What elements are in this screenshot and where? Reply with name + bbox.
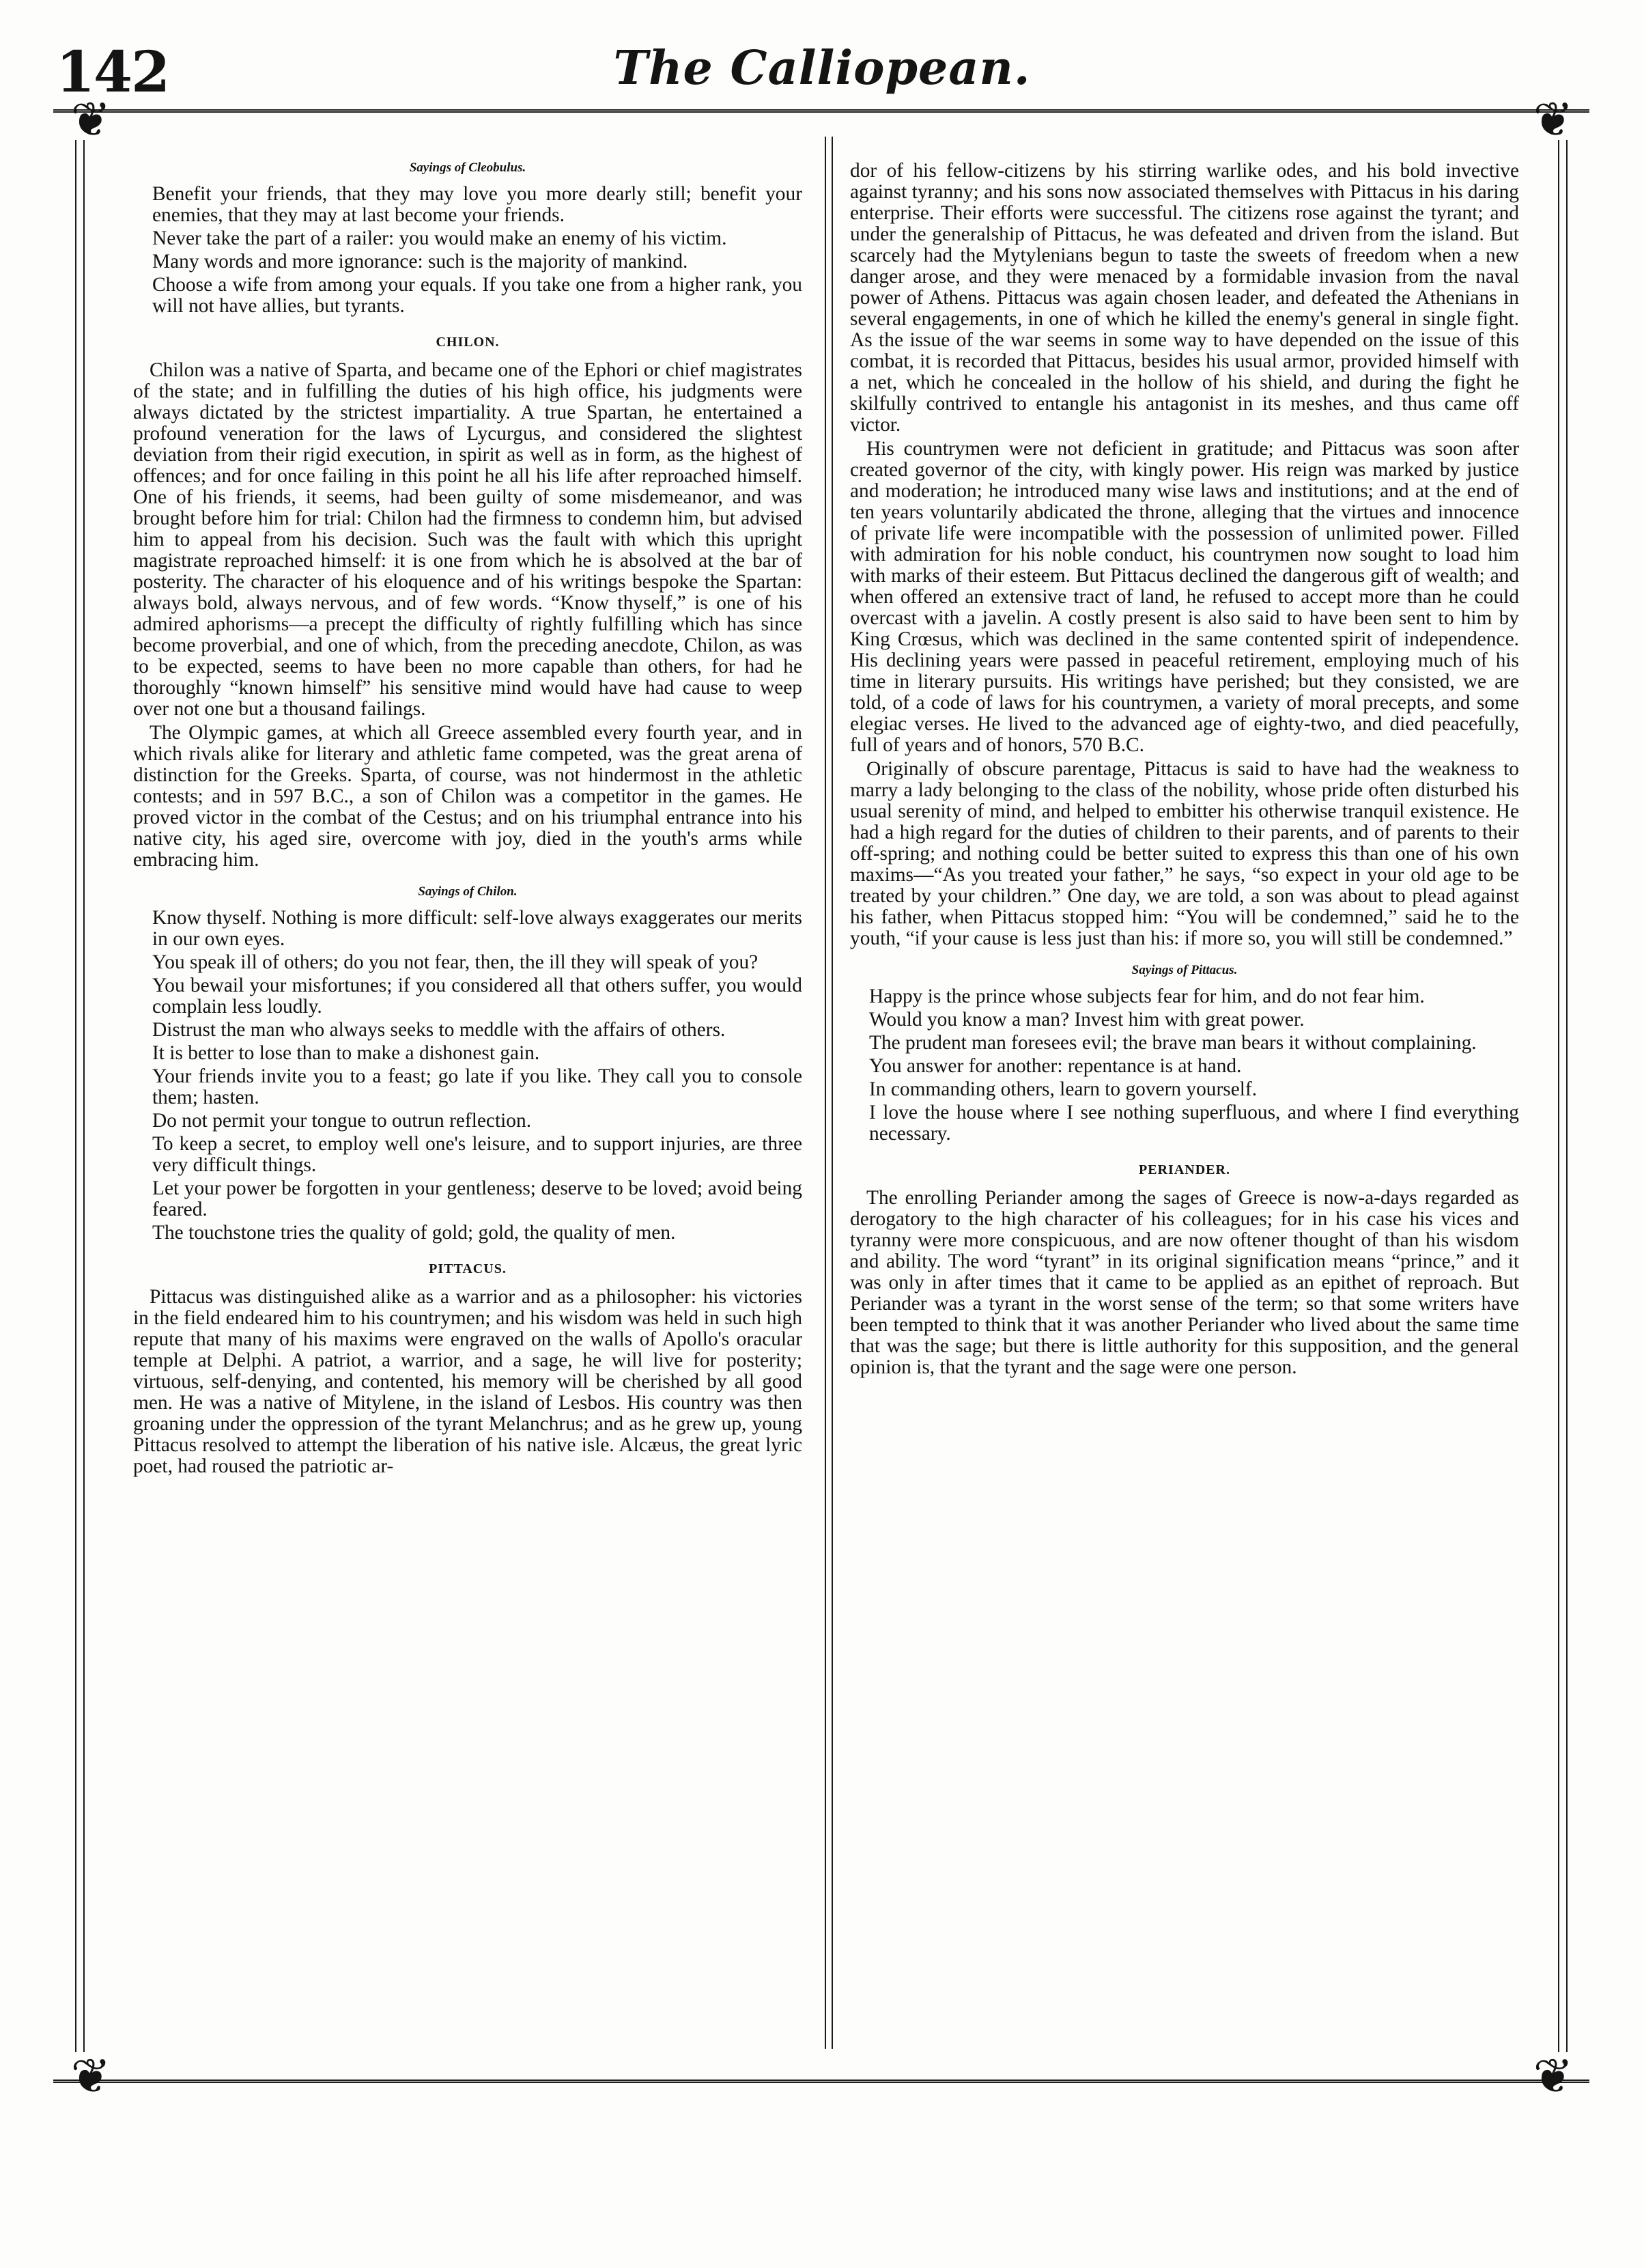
- saying: Do not permit your tongue to outrun reflection.: [152, 1110, 532, 1132]
- saying: You answer for another: repentance is at hand.: [869, 1055, 1242, 1077]
- saying: To keep a secret, to employ well one's leisure, and to support injuries, are three very difficult things.: [152, 1133, 802, 1176]
- paragraph: Chilon was a native of Sparta, and became one of the Ephori or chief magistrates of the state; and in fulfilling the duties of his high office, his judgments were always dictated by the strictest impartiality. A true Spartan, he entertained a profound veneration for the laws of Lycurgus, and considered the slightest deviation from their rigid execution, in spirit as well as in form, as the highest of offences; and for once failing in this point he all his life after reproached himself. One of his friends, it seems, had been guilty of some misdemeanor, and was brought before him for trial: Chilon had the firmness to condemn him, but advised him to appeal from his decision. Such was the fault with which this upright magistrate reproached himself: it is one from which he is absolved at the bar of posterity. The character of his eloquence and of his writings bespoke the Spartan: always bold, always nervous, and of few words. “Know thyself,” is one of his admired aphorisms—a precept the difficulty of rightly fulfilling which has since become proverbial, and one of which, from the preceding anecdote, Chilon, as was to be expected, seems to have been no more capable than others, for had he thoroughly “known himself” his sensitive mind would have had cause to weep over not one but a thousand failings.: [133, 359, 802, 720]
- saying: Let your power be forgotten in your gentleness; deserve to be loved; avoid being feared.: [152, 1177, 802, 1220]
- paragraph: The Olympic games, at which all Greece assembled every fourth year, and in which rivals alike for literary and athletic fame competed, was the great arena of distinction for the Greeks. Sparta, of course, was not hindermost in the athletic contests; and in 597 B.C., a son of Chilon was a competitor in the games. He proved victor in the combat of the Cestus; and on his triumphal entrance into his native city, his aged sire, overcome with joy, died in the youth's arms while embracing him.: [133, 722, 802, 871]
- saying: You speak ill of others; do you not fear, then, the ill they will speak of you?: [152, 951, 759, 973]
- paragraph: The enrolling Periander among the sages of Greece is now-a-days regarded as derogatory to the high character of his colleagues; for in his case his vices and tyranny were more conspicuous, and are now oftener thought of than his wisdom and ability. The word “tyrant” in its original signification means “prince,” and it was only in after times that it came to be applied as an epithet of reproach. But Periander was a tyrant in the worst sense of the term; so that some writers have been tempted to think that it was another Periander who lived about the same time that was the sage; but there is little authority for this supposition, and the general opinion is, that the tyrant and the sage were one person.: [850, 1187, 1519, 1378]
- saying: In commanding others, learn to govern yourself.: [869, 1078, 1258, 1100]
- saying: The prudent man foresees evil; the brave man bears it without complaining.: [869, 1032, 1477, 1054]
- floral-scroll-icon: ❦: [70, 92, 111, 148]
- saying: It is better to lose than to make a dishonest gain.: [152, 1042, 540, 1064]
- paragraph: dor of his fellow-citizens by his stirring warlike odes, and his bold invective against tyranny; and his sons now associated themselves with Pittacus in his daring enterprise. Their efforts were successful. The citizens rose against the tyrant; and under the generalship of Pittacus, he was defeated and driven from the island. But scarcely had the Mytylenians begun to taste the sweets of freedom when a new danger arose, and they were menaced by a formidable invasion from the naval power of Athens. Pittacus was again chosen leader, and defeated the Athenians in several engagements, in one of which he killed the enemy's general in single fight. As the issue of the war seems in some way to have depended on the issue of this combat, it is recorded that Pittacus, besides his usual armor, provided himself with a net, which he concealed in the hollow of his shield, and during the fight he skilfully contrived to entangle his antagonist in its meshes, and thus came off victor.: [850, 160, 1519, 436]
- saying: Would you know a man? Invest him with great power.: [869, 1009, 1305, 1031]
- paragraph: His countrymen were not deficient in gratitude; and Pittacus was soon after created governor of the city, with kingly power. His reign was marked by justice and moderation; he introduced many wise laws and institutions; and at the end of ten years voluntarily abdicated the throne, alleging that the virtues and innocence of private life were incompatible with the possession of unlimited power. Filled with admiration for his noble conduct, his countrymen now sought to load him with marks of their esteem. But Pittacus declined the dangerous gift of wealth; and when offered an extensive tract of land, he refused to accept more than he could overcast with a javelin. A costly present is also said to have been sent to him by King Crœsus, which was declined in the same contented spirit of independence. His declining years were passed in peaceful retirement, employing much of his time in literary pursuits. His writings have perished; but they consisted, we are told, of a code of laws for his countrymen, a variety of moral precepts, and some elegiac verses. He lived to the advanced age of eighty-two, and died peacefully, full of years and of honors, 570 B.C.: [850, 438, 1519, 756]
- floral-scroll-icon: ❦: [70, 2048, 111, 2104]
- saying: Know thyself. Nothing is more difficult: self-love always exaggerates our merits in our own eyes.: [152, 907, 802, 950]
- masthead-title: The Calliopean.: [613, 41, 1031, 96]
- right-column: [850, 160, 1519, 1381]
- saying: Benefit your friends, that they may love you more dearly still; benefit your enemies, that they may at last become your friends.: [152, 183, 802, 226]
- saying: Choose a wife from among your equals. If you take one from a higher rank, you will not have allies, but tyrants.: [152, 274, 802, 317]
- floral-scroll-icon: ❦: [1533, 92, 1574, 148]
- section-heading-cleobulus-sayings: Sayings of Cleobulus.: [409, 160, 526, 175]
- saying: Many words and more ignorance: such is the majority of mankind.: [152, 251, 688, 272]
- page-number: 142: [56, 40, 169, 105]
- section-heading-pittacus-sayings: Sayings of Pittacus.: [1131, 963, 1238, 977]
- saying: Never take the part of a railer: you would make an enemy of his victim.: [152, 227, 727, 249]
- section-heading-pittacus: PITTACUS.: [429, 1261, 507, 1276]
- left-column: [133, 160, 802, 1480]
- section-heading-chilon: CHILON.: [436, 335, 500, 350]
- saying: Your friends invite you to a feast; go late if you like. They call you to console them; hasten.: [152, 1065, 802, 1108]
- saying: Happy is the prince whose subjects fear for him, and do not fear him.: [869, 985, 1425, 1007]
- saying: You bewail your misfortunes; if you considered all that others suffer, you would complain less loudly.: [152, 975, 802, 1018]
- paragraph: Pittacus was distinguished alike as a warrior and as a philosopher: his victories in the field endeared him to his countrymen; and his wisdom was held in such high repute that many of his maxims were engraved on the walls of Apollo's oracular temple at Delphi. A patriot, a warrior, and a sage, he will live for posterity; virtuous, self-denying, and contented, his memory will be cherished by all good men. He was a native of Mitylene, in the island of Lesbos. His country was then groaning under the oppression of the tyrant Melanchrus; and as he grew up, young Pittacus resolved to attempt the liberation of his native isle. Alcæus, the great lyric poet, had roused the patriotic ar-: [133, 1286, 802, 1477]
- section-heading-chilon-sayings: Sayings of Chilon.: [418, 884, 518, 899]
- paragraph: Originally of obscure parentage, Pittacus is said to have had the weakness to marry a lady belonging to the class of the nobility, whose pride often disturbed his usual serenity of mind, and helped to embitter his otherwise tranquil existence. He had a high regard for the duties of children to their parents, and of parents to their off-spring; and nothing could be better suited to express this than one of his own maxims—“As you treated your father,” he says, “so expect in your old age to be treated by your children.” One day, we are told, a son was about to plead against his father, when Pittacus stopped him: “You will be condemned,” said he to the youth, “if your cause is less just than his: if more so, you will still be condemned.”: [850, 758, 1519, 949]
- column-divider: [825, 137, 833, 2049]
- saying: Distrust the man who always seeks to meddle with the affairs of others.: [152, 1019, 726, 1041]
- floral-scroll-icon: ❦: [1533, 2048, 1574, 2104]
- saying: I love the house where I see nothing superfluous, and where I find everything necessary.: [869, 1102, 1519, 1145]
- saying: The touchstone tries the quality of gold; gold, the quality of men.: [152, 1222, 676, 1244]
- section-heading-periander: PERIANDER.: [1139, 1162, 1230, 1177]
